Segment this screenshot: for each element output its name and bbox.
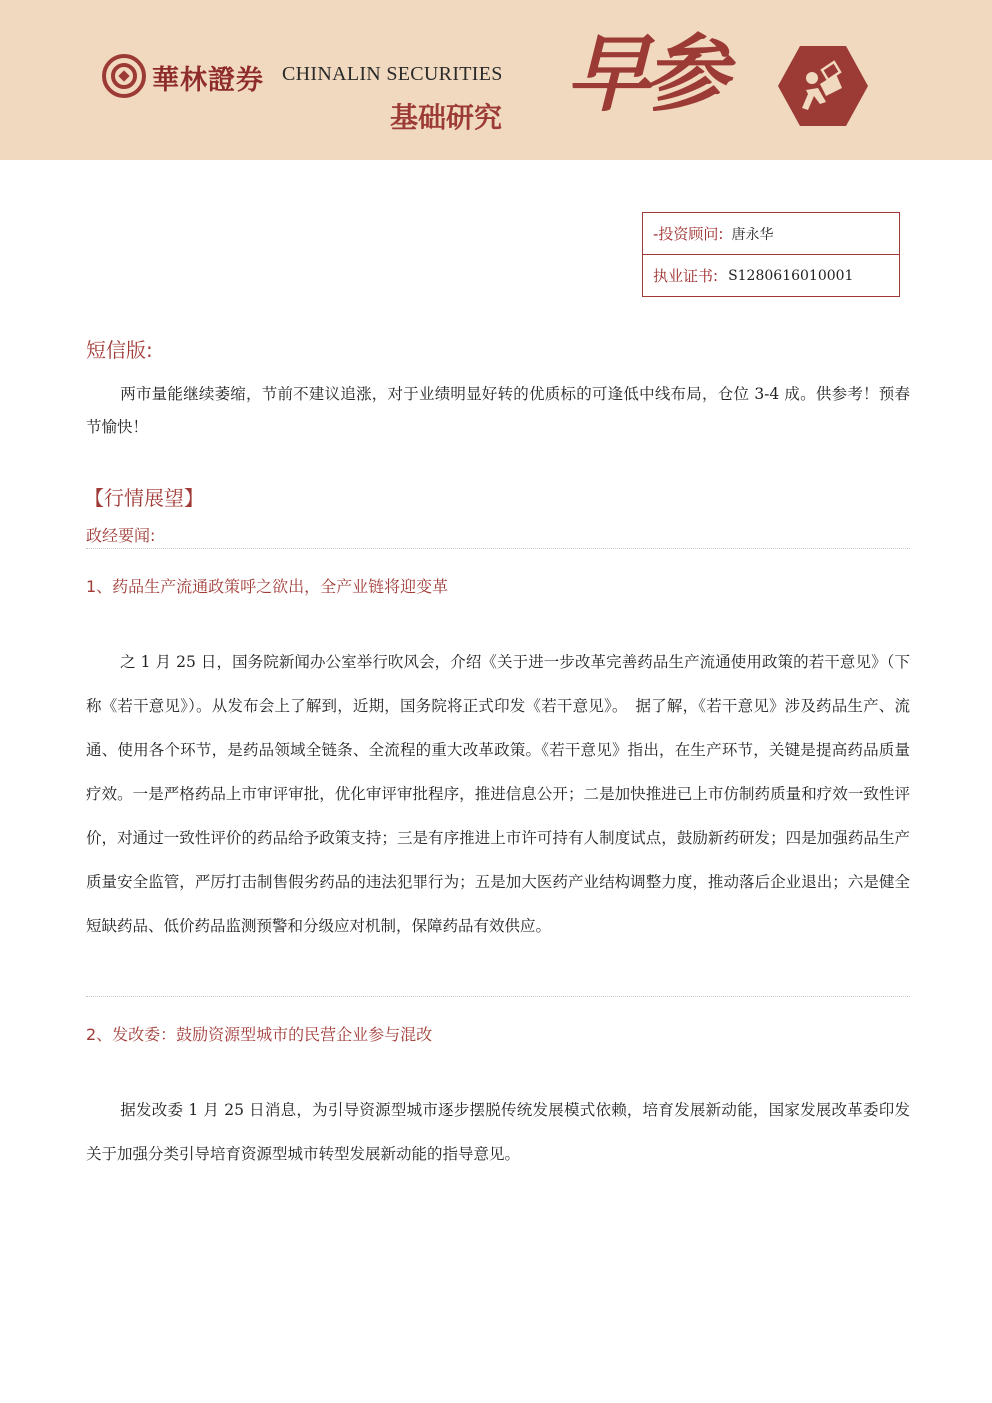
news-body-1-text: 之 1 月 25 日，国务院新闻办公室举行吹风会，介绍《关于进一步改革完善药品生产流通使用政策的若干意见》（下称《若干意见》）。从发布会上了解到，近期，国务院将正式印发《若干意见》。 据了解，《若干意见》涉及药品生产、流通、使用各个环节，是药品领域全链条、全流程的重大改革政策。《若干意见》指出，在生产环节，关键是提高药品质量疗效。一是严格药品上市审评审批，优化审评审批程序，推进信息公开；二是加快推进已上市仿制药质量和疗效一致性评价，对通过一致性评价的药品给予政策支持；三是有序推进上市许可持有人制度试点，鼓励新药研发；四是加强药品生产质量安全监管，严厉打击制售假劣药品的违法犯罪行为；五是加大医药产业结构调整力度，推动落后企业退出；六是健全短缺药品、低价药品监测预警和分级应对机制，保障药品有效供应。 [86, 653, 910, 935]
reader-hexagon-icon [776, 44, 870, 128]
news-body-2-text: 据发改委 1 月 25 日消息，为引导资源型城市逐步摆脱传统发展模式依赖，培育发展新动能，国家发展改革委印发关于加强分类引导培育资源型城市转型发展新动能的指导意见。 [86, 1101, 910, 1163]
sms-heading: 短信版: [86, 338, 153, 362]
news-body-1 [86, 640, 910, 948]
brand-title: 早参 [566, 24, 723, 123]
certificate-row [643, 254, 899, 296]
advisor-row [643, 213, 899, 254]
advisor-label: -投资顾问: [653, 225, 724, 243]
company-name-en: CHINALIN SECURITIES [282, 63, 503, 85]
advisor-name: 唐永华 [731, 226, 774, 243]
divider [86, 996, 910, 997]
company-name-cn: 華林證券 [152, 65, 264, 96]
certificate-number: S1280616010001 [728, 267, 854, 284]
news-title-1: 1、药品生产流通政策呼之欲出，全产业链将迎变革 [86, 577, 449, 596]
outlook-heading: 【行情展望】 [84, 486, 204, 510]
news-subheading: 政经要闻: [86, 526, 156, 545]
report-subtitle: 基础研究 [390, 101, 503, 134]
header-banner [0, 0, 992, 160]
certificate-label: 执业证书: [653, 267, 719, 285]
news-title-2: 2、发改委：鼓励资源型城市的民营企业参与混改 [86, 1025, 433, 1044]
news-body-2 [86, 1088, 910, 1176]
sms-paragraph [86, 378, 910, 444]
divider [86, 548, 910, 549]
coin-logo-icon [102, 54, 146, 98]
advisor-info-box [642, 212, 900, 297]
sms-text: 两市量能继续萎缩，节前不建议追涨，对于业绩明显好转的优质标的可逢低中线布局，仓位 3-4 成。供参考！预春节愉快！ [86, 385, 910, 436]
